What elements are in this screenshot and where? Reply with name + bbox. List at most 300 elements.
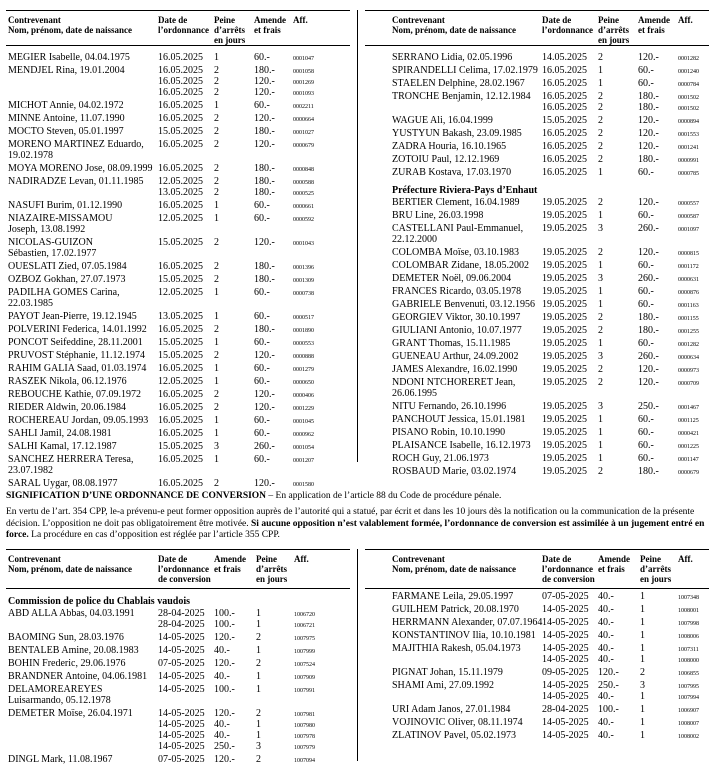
peine-jours: 1: [598, 427, 603, 438]
table-row: [6, 684, 350, 695]
aff-number: 0001172: [678, 264, 699, 270]
contrevenant-name: URI Adam Janos, 27.01.1984: [392, 704, 511, 715]
table-row: [6, 608, 350, 619]
amende-frais: 40.-: [214, 645, 230, 656]
ordonnance-date: 19.05.2025: [542, 427, 587, 438]
aff-number: 0000631: [678, 277, 699, 283]
table-row: [365, 286, 709, 297]
aff-number: 0001890: [293, 328, 314, 334]
ordonnance-date: 14-05-2025: [542, 643, 589, 654]
ordonnance-date: 19.05.2025: [542, 351, 587, 362]
peine-jours: 1: [214, 213, 219, 224]
contrevenant-name: 23.07.1982: [8, 465, 53, 476]
amende-frais: 60.-: [638, 65, 654, 76]
aff-number: 0001282: [678, 342, 699, 348]
header-aff: Aff.: [293, 15, 308, 25]
amende-frais: 180.-: [254, 163, 275, 174]
peine-jours: 2: [256, 658, 261, 669]
peine-jours: 1: [640, 654, 645, 665]
table-row: [365, 667, 709, 678]
contrevenant-name: NIAZAIRE-MISSAMOU: [8, 213, 113, 224]
amende-frais: 120.-: [214, 754, 235, 765]
amende-frais: 250.-: [214, 741, 235, 752]
ordonnance-date: 16.05.2025: [158, 402, 203, 413]
ordonnance-date: 19.05.2025: [542, 377, 587, 388]
table-row: [365, 234, 709, 245]
aff-number: 1007981: [294, 712, 315, 718]
table-row: [6, 478, 350, 489]
table-row: [6, 113, 350, 124]
table-row: [365, 630, 709, 641]
table-row: [6, 274, 350, 285]
amende-frais: 40.-: [598, 643, 614, 654]
aff-number: 0000421: [678, 431, 699, 437]
aff-number: 0000962: [293, 432, 314, 438]
contrevenant-name: PAYOT Jean-Pierre, 19.12.1945: [8, 311, 137, 322]
aff-number: 0000785: [678, 171, 699, 177]
contrevenant-name: Sébastien, 17.02.1977: [8, 248, 97, 259]
ordonnance-date: 16.05.2025: [158, 415, 203, 426]
contrevenant-name: DINGL Mark, 11.08.1967: [8, 754, 113, 765]
aff-number: 1007978: [294, 734, 315, 740]
amende-frais: 180.-: [254, 126, 275, 137]
ordonnance-date: 16.05.2025: [542, 154, 587, 165]
ordonnance-date: 14-05-2025: [158, 645, 205, 656]
aff-number: 1008002: [678, 734, 699, 740]
peine-jours: 1: [640, 717, 645, 728]
aff-number: 1008000: [678, 658, 699, 664]
aff-number: 0000991: [678, 158, 699, 164]
peine-jours: 1: [598, 440, 603, 451]
table-row: [365, 273, 709, 284]
contrevenant-name: 22.12.2000: [392, 234, 437, 245]
amende-frais: 180.-: [638, 466, 659, 477]
contrevenant-name: REBOUCHE Kathie, 07.09.1972: [8, 389, 142, 400]
ordonnance-date: 19.05.2025: [542, 364, 587, 375]
aff-number: 0000876: [678, 290, 699, 296]
aff-number: 0001255: [678, 329, 699, 335]
contrevenant-name: HERRMANN Alexander, 07.07.1964: [392, 617, 543, 628]
amende-frais: 100.-: [214, 684, 235, 695]
aff-number: 1007999: [294, 649, 315, 655]
table-header: [365, 10, 709, 46]
contrevenant-name: PANCHOUT Jessica, 15.01.1981: [392, 414, 526, 425]
peine-jours: 1: [214, 337, 219, 348]
aff-number: 0001163: [678, 303, 699, 309]
contrevenant-name: GUILHEM Patrick, 20.08.1970: [392, 604, 519, 615]
aff-number: 0001502: [678, 106, 699, 112]
peine-jours: 1: [256, 645, 261, 656]
aff-number: 1007975: [294, 636, 315, 642]
ordonnance-date: 07-05-2025: [158, 754, 205, 765]
amende-frais: 60.-: [254, 311, 270, 322]
amende-frais: 60.-: [638, 338, 654, 349]
amende-frais: 120.-: [638, 197, 659, 208]
ordonnance-date: 14-05-2025: [158, 632, 205, 643]
table-row: [6, 695, 350, 706]
amende-frais: 40.-: [214, 671, 230, 682]
amende-frais: 60.-: [254, 200, 270, 211]
contrevenant-name: BERTIER Clement, 16.04.1989: [392, 197, 520, 208]
aff-number: 1007524: [294, 662, 315, 668]
amende-frais: 60.-: [638, 78, 654, 89]
aff-number: 0001043: [293, 241, 314, 247]
ordonnance-date: 16.05.2025: [542, 128, 587, 139]
ordonnance-date: 14-05-2025: [158, 671, 205, 682]
ordonnance-date: 28-04-2025: [158, 619, 205, 630]
ordonnance-date: 16.05.2025: [158, 52, 203, 63]
contrevenant-name: GRANT Thomas, 15.11.1985: [392, 338, 511, 349]
amende-frais: 120.-: [254, 350, 275, 361]
contrevenant-name: MICHOT Annie, 04.02.1972: [8, 100, 124, 111]
ordonnance-date: 07-05-2025: [158, 658, 205, 669]
amende-frais: 180.-: [254, 65, 275, 76]
table-row: [365, 260, 709, 271]
table-row: [365, 115, 709, 126]
amende-frais: 60.-: [638, 167, 654, 178]
table-row: [6, 261, 350, 272]
amende-frais: 120.-: [254, 139, 275, 150]
contrevenant-name: DEMETER Noël, 09.06.2004: [392, 273, 512, 284]
amende-frais: 120.-: [638, 52, 659, 63]
amende-frais: 100.-: [214, 608, 235, 619]
ordonnance-date: 19.05.2025: [542, 273, 587, 284]
table-row: [365, 141, 709, 152]
table-row: [6, 324, 350, 335]
ordonnance-date: 15.05.2025: [158, 237, 203, 248]
ordonnance-date: 14-05-2025: [542, 617, 589, 628]
peine-jours: 2: [214, 350, 219, 361]
contrevenant-name: NADIRADZE Levan, 01.11.1985: [8, 176, 144, 187]
ordonnance-date: 12.05.2025: [158, 376, 203, 387]
peine-jours: 2: [598, 364, 603, 375]
contrevenant-name: RAHIM GALIA Saad, 01.03.1974: [8, 363, 147, 374]
table-row: [365, 680, 709, 691]
peine-jours: 1: [640, 691, 645, 702]
table-row: [365, 617, 709, 628]
ordonnance-date: 16.05.2025: [158, 428, 203, 439]
contrevenant-name: BOHIN Frederic, 29.06.1976: [8, 658, 126, 669]
aff-number: 0001207: [293, 458, 314, 464]
peine-jours: 2: [598, 102, 603, 113]
aff-number: 0000406: [293, 393, 314, 399]
ordonnance-date: 14-05-2025: [542, 680, 589, 691]
amende-frais: 120.-: [254, 402, 275, 413]
section-heading: Préfecture Riviera-Pays d’Enhaut: [392, 185, 538, 196]
contrevenant-name: NICOLAS-GUIZON: [8, 237, 93, 248]
amende-frais: 60.-: [254, 213, 270, 224]
ordonnance-date: 19.05.2025: [542, 325, 587, 336]
header-peine: Peine d’arrêts en jours: [256, 554, 288, 584]
amende-frais: 180.-: [254, 324, 275, 335]
contrevenant-name: SHAMI Ami, 27.09.1992: [392, 680, 494, 691]
contrevenant-name: MOCTO Steven, 05.01.1997: [8, 126, 124, 137]
peine-jours: 3: [214, 441, 219, 452]
aff-number: 0001058: [293, 69, 314, 75]
contrevenant-name: NITU Fernando, 26.10.1996: [392, 401, 507, 412]
table-row: [6, 389, 350, 400]
peine-jours: 2: [214, 76, 219, 87]
ordonnance-date: 15.05.2025: [158, 337, 203, 348]
contrevenant-name: POLVERINI Federica, 14.01.1992: [8, 324, 147, 335]
peine-jours: 2: [598, 247, 603, 258]
amende-frais: 120.-: [254, 237, 275, 248]
ordonnance-date: 14.05.2025: [542, 52, 587, 63]
table-header: [365, 549, 709, 589]
contrevenant-name: GUENEAU Arthur, 24.09.2002: [392, 351, 519, 362]
aff-number: 0000650: [293, 380, 314, 386]
peine-jours: 3: [640, 680, 645, 691]
contrevenant-name: BAOMING Sun, 28.03.1976: [8, 632, 124, 643]
table-row: [6, 376, 350, 387]
contrevenant-name: MOYA MORENO Jose, 08.09.1999: [8, 163, 153, 174]
amende-frais: 60.-: [254, 454, 270, 465]
table-row: [6, 100, 350, 111]
peine-jours: 2: [256, 754, 261, 765]
amende-frais: 60.-: [638, 427, 654, 438]
ordonnance-date: 19.05.2025: [542, 466, 587, 477]
peine-jours: 1: [640, 643, 645, 654]
ordonnance-date: 12.05.2025: [158, 176, 203, 187]
ordonnance-date: 15.05.2025: [158, 126, 203, 137]
contrevenant-name: ZOTOIU Paul, 12.12.1969: [392, 154, 500, 165]
header-amende: Amende et frais: [638, 15, 670, 35]
aff-number: 1008007: [678, 721, 699, 727]
amende-frais: 100.-: [214, 619, 235, 630]
amende-frais: 40.-: [598, 654, 614, 665]
ordonnance-date: 16.05.2025: [542, 167, 587, 178]
notice-body: En vertu de l’art. 354 CPP, le-a prévenu-e peut former opposition auprès de l’autorité qui a statué, par écrit et dans les 10 jours dès la notification ou la communication de la présente décision. L’opposition ne doit pas obligatoirement être motivée. Si aucune opposition n’est valablement formée, l’ordonnance de conversion est assimilée à un jugement entré en force. La procédure en cas d’opposition est réglée par l’article 355 CPP.: [6, 507, 705, 540]
peine-jours: 2: [256, 632, 261, 643]
peine-jours: 2: [214, 139, 219, 150]
contrevenant-name: VOJINOVIC Oliver, 08.11.1974: [392, 717, 523, 728]
amende-frais: 40.-: [598, 617, 614, 628]
peine-jours: 2: [214, 324, 219, 335]
aff-number: 1007311: [678, 647, 699, 653]
amende-frais: 40.-: [598, 717, 614, 728]
amende-frais: 120.-: [638, 141, 659, 152]
contrevenant-name: COLOMBAR Zidane, 18.05.2002: [392, 260, 529, 271]
table-row: [365, 102, 709, 113]
amende-frais: 180.-: [254, 261, 275, 272]
ordonnance-date: 16.05.2025: [158, 200, 203, 211]
ordonnance-date: 14-05-2025: [542, 717, 589, 728]
peine-jours: 2: [598, 466, 603, 477]
amende-frais: 260.-: [638, 223, 659, 234]
table-header: [6, 10, 350, 46]
aff-number: 0001502: [678, 95, 699, 101]
aff-number: 0000664: [293, 117, 314, 123]
header-name: Contrevenant Nom, prénom, date de naissance: [392, 554, 516, 574]
contrevenant-name: GEORGIEV Viktor, 30.10.1997: [392, 312, 521, 323]
table-row: [6, 415, 350, 426]
contrevenant-name: COLOMBA Moïse, 03.10.1983: [392, 247, 519, 258]
table-row: [6, 428, 350, 439]
aff-number: 0000973: [678, 368, 699, 374]
table-row: [6, 719, 350, 730]
table-row: [6, 237, 350, 248]
aff-number: 1008006: [678, 634, 699, 640]
peine-jours: 2: [214, 65, 219, 76]
table-row: [365, 717, 709, 728]
peine-jours: 2: [214, 187, 219, 198]
table-row: [6, 224, 350, 235]
peine-jours: 1: [640, 591, 645, 602]
table-row: [365, 730, 709, 741]
table-row: [365, 325, 709, 336]
peine-jours: 2: [598, 115, 603, 126]
table-row: [365, 210, 709, 221]
peine-jours: 1: [214, 428, 219, 439]
ordonnance-date: 07-05-2025: [542, 591, 589, 602]
contrevenant-name: JAMES Alexandre, 16.02.1990: [392, 364, 518, 375]
contrevenant-name: Joseph, 13.08.1992: [8, 224, 86, 235]
aff-number: 0000592: [293, 217, 314, 223]
contrevenant-name: MEGIER Isabelle, 04.04.1975: [8, 52, 130, 63]
aff-number: 0000553: [293, 341, 314, 347]
aff-number: 0001125: [678, 418, 699, 424]
amende-frais: 180.-: [638, 325, 659, 336]
table-row: [365, 427, 709, 438]
amende-frais: 260.-: [638, 351, 659, 362]
aff-number: 0000848: [293, 167, 314, 173]
amende-frais: 260.-: [254, 441, 275, 452]
table-row: [6, 658, 350, 669]
peine-jours: 1: [598, 414, 603, 425]
ordonnance-date: 14-05-2025: [158, 741, 205, 752]
header-peine: Peine d’arrêts en jours: [214, 15, 246, 45]
table-row: [6, 298, 350, 309]
contrevenant-name: MINNE Antoine, 11.07.1990: [8, 113, 125, 124]
amende-frais: 180.-: [638, 91, 659, 102]
table-row: [6, 87, 350, 98]
ordonnance-date: 15.05.2025: [542, 115, 587, 126]
table-row: [6, 741, 350, 752]
ordonnance-date: 19.05.2025: [542, 260, 587, 271]
aff-number: 0000517: [293, 315, 314, 321]
aff-number: 0000679: [678, 470, 699, 476]
amende-frais: 60.-: [638, 414, 654, 425]
peine-jours: 1: [640, 630, 645, 641]
aff-number: 0001047: [293, 56, 314, 62]
peine-jours: 3: [256, 741, 261, 752]
peine-jours: 1: [640, 730, 645, 741]
ordonnance-date: 09-05-2025: [542, 667, 589, 678]
contrevenant-name: PRUVOST Stéphanie, 11.12.1974: [8, 350, 145, 361]
amende-frais: 40.-: [598, 730, 614, 741]
contrevenant-name: SERRANO Lidia, 02.05.1996: [392, 52, 513, 63]
table-top-left: [6, 10, 350, 489]
contrevenant-name: GABRIELE Benvenuti, 03.12.1956: [392, 299, 536, 310]
amende-frais: 120.-: [254, 113, 275, 124]
contrevenant-name: BENTALEB Amine, 20.08.1983: [8, 645, 139, 656]
ordonnance-date: 19.05.2025: [542, 286, 587, 297]
peine-jours: 2: [214, 126, 219, 137]
amende-frais: 60.-: [254, 363, 270, 374]
table-row: [365, 351, 709, 362]
ordonnance-date: 19.05.2025: [542, 210, 587, 221]
peine-jours: 3: [598, 273, 603, 284]
aff-number: 0001027: [293, 130, 314, 136]
peine-jours: 1: [214, 363, 219, 374]
amende-frais: 250.-: [638, 401, 659, 412]
header-amende: Amende et frais: [254, 15, 286, 35]
ordonnance-date: 16.05.2025: [158, 100, 203, 111]
ordonnance-date: 14-05-2025: [158, 730, 205, 741]
aff-number: 0000634: [678, 355, 699, 361]
contrevenant-name: Luisarmando, 05.12.1978: [8, 695, 111, 706]
amende-frais: 40.-: [598, 691, 614, 702]
header-name: Contrevenant Nom, prénom, date de naissance: [392, 15, 516, 35]
ordonnance-date: 16.05.2025: [542, 102, 587, 113]
table-row: [6, 454, 350, 465]
header-aff: Aff.: [678, 15, 693, 25]
aff-number: 1007348: [678, 595, 699, 601]
amende-frais: 180.-: [638, 154, 659, 165]
peine-jours: 2: [214, 163, 219, 174]
ordonnance-date: 19.05.2025: [542, 414, 587, 425]
table-row: [6, 65, 350, 76]
contrevenant-name: SAHLI Jamil, 24.08.1981: [8, 428, 112, 439]
table-row: [6, 402, 350, 413]
ordonnance-date: 13.05.2025: [158, 187, 203, 198]
table-row: [365, 364, 709, 375]
table-row: [365, 52, 709, 63]
contrevenant-name: NDONI NTCHORERET Jean,: [392, 377, 516, 388]
aff-number: 1006907: [678, 708, 699, 714]
aff-number: 0000738: [293, 291, 314, 297]
ordonnance-date: 16.05.2025: [158, 87, 203, 98]
contrevenant-name: NASUFI Burim, 01.12.1990: [8, 200, 123, 211]
ordonnance-date: 16.05.2025: [542, 78, 587, 89]
table-row: [6, 213, 350, 224]
aff-number: 0000557: [678, 201, 699, 207]
table-header: [6, 549, 350, 589]
aff-number: 0001225: [678, 444, 699, 450]
peine-jours: 1: [214, 100, 219, 111]
peine-jours: 2: [214, 274, 219, 285]
aff-number: 0001580: [293, 482, 314, 488]
peine-jours: 2: [598, 377, 603, 388]
ordonnance-date: 28-04-2025: [158, 608, 205, 619]
header-name: Contrevenant Nom, prénom, date de naissance: [8, 15, 132, 35]
aff-number: 0000784: [678, 82, 699, 88]
ordonnance-date: 14-05-2025: [158, 684, 205, 695]
contrevenant-name: ZADRA Houria, 16.10.1965: [392, 141, 507, 152]
amende-frais: 120.-: [254, 87, 275, 98]
table-row: [365, 91, 709, 102]
ordonnance-date: 19.05.2025: [542, 247, 587, 258]
aff-number: 1006721: [294, 623, 315, 629]
amende-frais: 60.-: [254, 376, 270, 387]
table-row: [6, 52, 350, 63]
table-row: [365, 654, 709, 665]
table-row: [6, 708, 350, 719]
peine-jours: 2: [598, 128, 603, 139]
table-row: [365, 691, 709, 702]
ordonnance-date: 12.05.2025: [158, 213, 203, 224]
table-row: [365, 466, 709, 477]
amende-frais: 180.-: [254, 274, 275, 285]
peine-jours: 2: [598, 154, 603, 165]
table-row: [6, 187, 350, 198]
table-row: [6, 619, 350, 630]
aff-number: 1007994: [678, 695, 699, 701]
peine-jours: 2: [256, 708, 261, 719]
contrevenant-name: FARMANE Leila, 29.05.1997: [392, 591, 514, 602]
table-row: [6, 465, 350, 476]
ordonnance-date: 19.05.2025: [542, 223, 587, 234]
